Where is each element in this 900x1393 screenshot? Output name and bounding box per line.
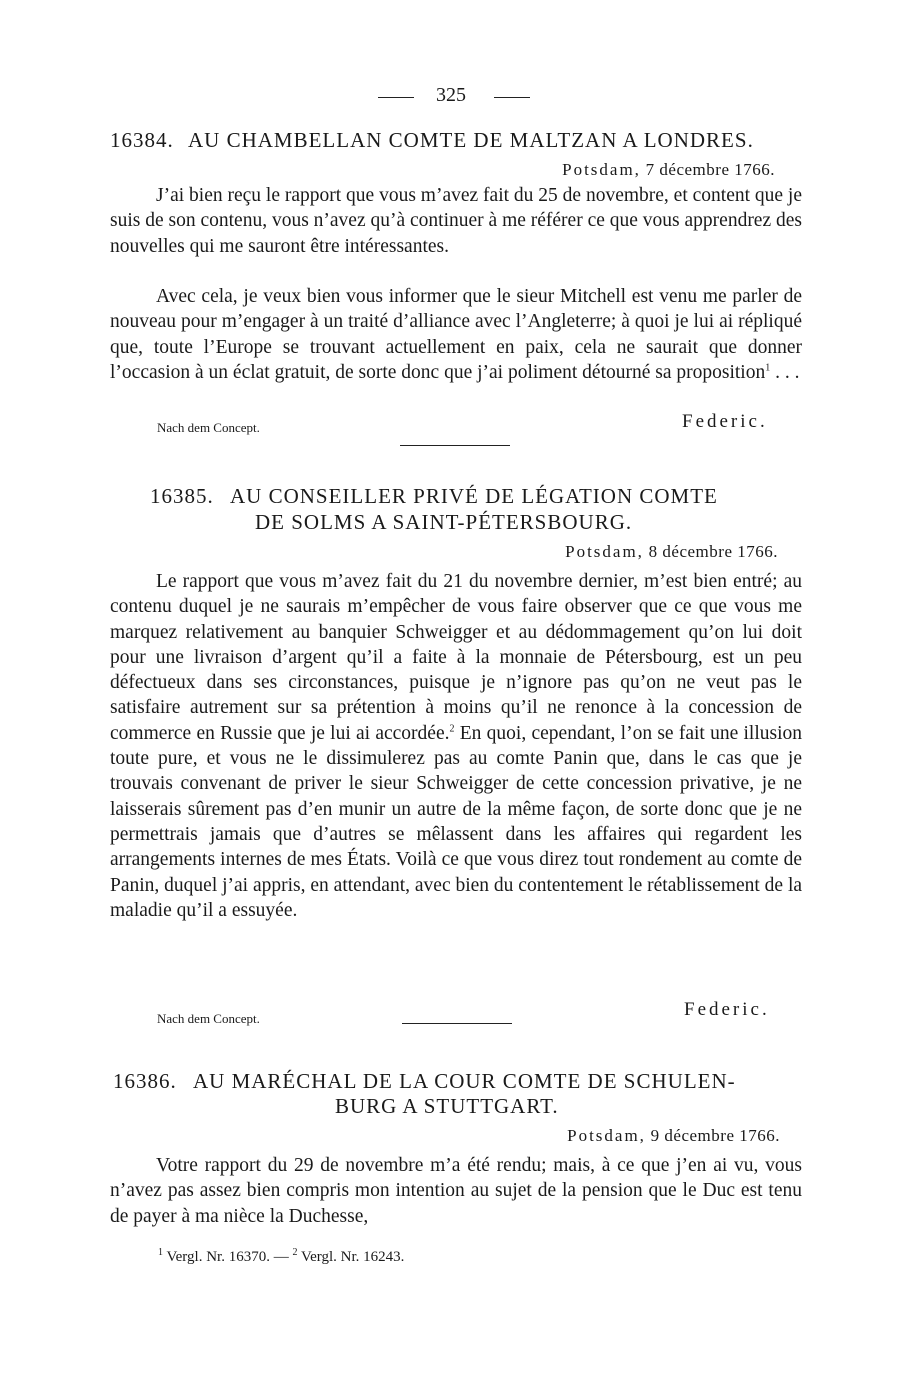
letter-date xyxy=(562,160,775,180)
section-divider xyxy=(402,1023,512,1024)
paragraph-text: Le rapport que vous m’avez fait du 21 du novembre dernier, m’est bien entré; au contenu duquel je ne saurais m’empêcher de vous faire observer que ce que vous me marquez relativement au banquier Schweigger et au dédommagement qu’on lui doit pour une livraison d’argent qu’il a faite à la monnaie de Pétersbourg, est un peu défectueux dans ses circonstances, puisque je n’ignore pas qu’on ne veut pas le satisfaire autrement sur sa prétention à moins qu’il ne renonce à la concession de commerce en Russie que je lui ai accordée. xyxy=(110,571,802,744)
footnote-separator: — xyxy=(273,1249,289,1265)
signature: Federic. xyxy=(684,999,770,1020)
letter-paragraph: J’ai bien reçu le rapport que vous m’avez fait du 25 de novembre, et content que je suis de son contenu, vous n’avez qu’à continuer à me référer ce que vous apprendrez des nouvelles qui me sauront être intéressantes. xyxy=(110,185,802,257)
letter-date xyxy=(565,542,778,562)
letter-place: Potsdam, xyxy=(562,160,641,179)
footnote-ref: 1 xyxy=(765,362,771,374)
paragraph-text: Avec cela, je veux bien vous informer que le sieur Mitchell est venu me parler de nouveau pour m’engager à un traité d’alliance avec l’Angleterre; à quoi je lui ai répliqué que, toute l’Europe se trouvant actuellement en paix, cela ne saurait que donner l’occasion à un éclat gratuit, de sorte donc que j’ai poliment détourné sa proposition xyxy=(110,286,802,383)
letter-title-line: AU MARÉCHAL DE LA COUR COMTE DE SCHULEN- xyxy=(193,1069,736,1093)
letter-title-line: AU CHAMBELLAN COMTE DE MALTZAN A LONDRES. xyxy=(188,128,754,152)
source-note: Nach dem Concept. xyxy=(157,1011,260,1026)
page-number-dash-left xyxy=(378,97,414,98)
letter-date-text: 9 décembre 1766. xyxy=(650,1126,780,1145)
section-divider xyxy=(400,445,510,446)
letter-heading xyxy=(110,128,754,153)
footnote-ref: 2 xyxy=(449,723,455,735)
letter-date-text: 8 décembre 1766. xyxy=(648,542,778,561)
source-note: Nach dem Concept. xyxy=(157,420,260,435)
paragraph-tail: . . . xyxy=(770,361,800,383)
letter-title-line: AU CONSEILLER PRIVÉ DE LÉGATION COMTE xyxy=(230,484,718,508)
paragraph-tail: En quoi, cependant, l’on se fait une illusion toute pure, et vous ne le dissimulerez pas au comte Panin que, dans le cas que je trouvais convenant de priver le sieur Schweigger de cette concession privative, je ne laisserais sûrement pas d’en munir un autre de la même façon, de sorte donc que je ne permettrais jamais que d’autres se mêlassent dans les affaires qui regardent les arrangements internes de mes États. Voilà ce que vous direz tout rondement au comte de Panin, duquel j’ai appris, en attendant, avec bien du contentement le rétablissement de la maladie qu’il a essuyée. xyxy=(110,722,803,921)
letter-date xyxy=(567,1126,780,1146)
letter-number: 16385. xyxy=(150,484,214,508)
footnote-text: Vergl. Nr. 16243. xyxy=(300,1249,405,1265)
page-number-dash-right xyxy=(494,97,530,98)
footnote-mark: 1 xyxy=(158,1247,163,1258)
letter-date-text: 7 décembre 1766. xyxy=(645,160,775,179)
page-number: 325 xyxy=(436,84,466,106)
letter-paragraph: Votre rapport du 29 de novembre m’a été rendu; mais, à ce que j’en ai vu, vous n’avez pas assez bien compris mon intention au sujet de la pension que le Duc est tenu de payer à ma nièce la Duchesse, xyxy=(110,1155,802,1227)
letter-heading xyxy=(113,1069,736,1094)
letter-place: Potsdam, xyxy=(565,542,644,561)
footnote-mark: 2 xyxy=(292,1247,298,1258)
letter-place: Potsdam, xyxy=(567,1126,646,1145)
letter-title-line: BURG A STUTTGART. xyxy=(335,1094,559,1118)
letter-paragraph xyxy=(110,284,802,385)
letter-number: 16384. xyxy=(110,128,174,152)
letter-paragraph xyxy=(110,569,802,923)
footnotes xyxy=(158,1249,404,1266)
footnote-text: Vergl. Nr. 16370. xyxy=(166,1249,270,1265)
letter-title-line: DE SOLMS A SAINT-PÉTERSBOURG. xyxy=(255,510,633,534)
letter-number: 16386. xyxy=(113,1069,177,1093)
signature: Federic. xyxy=(682,411,768,432)
letter-heading xyxy=(150,484,718,509)
